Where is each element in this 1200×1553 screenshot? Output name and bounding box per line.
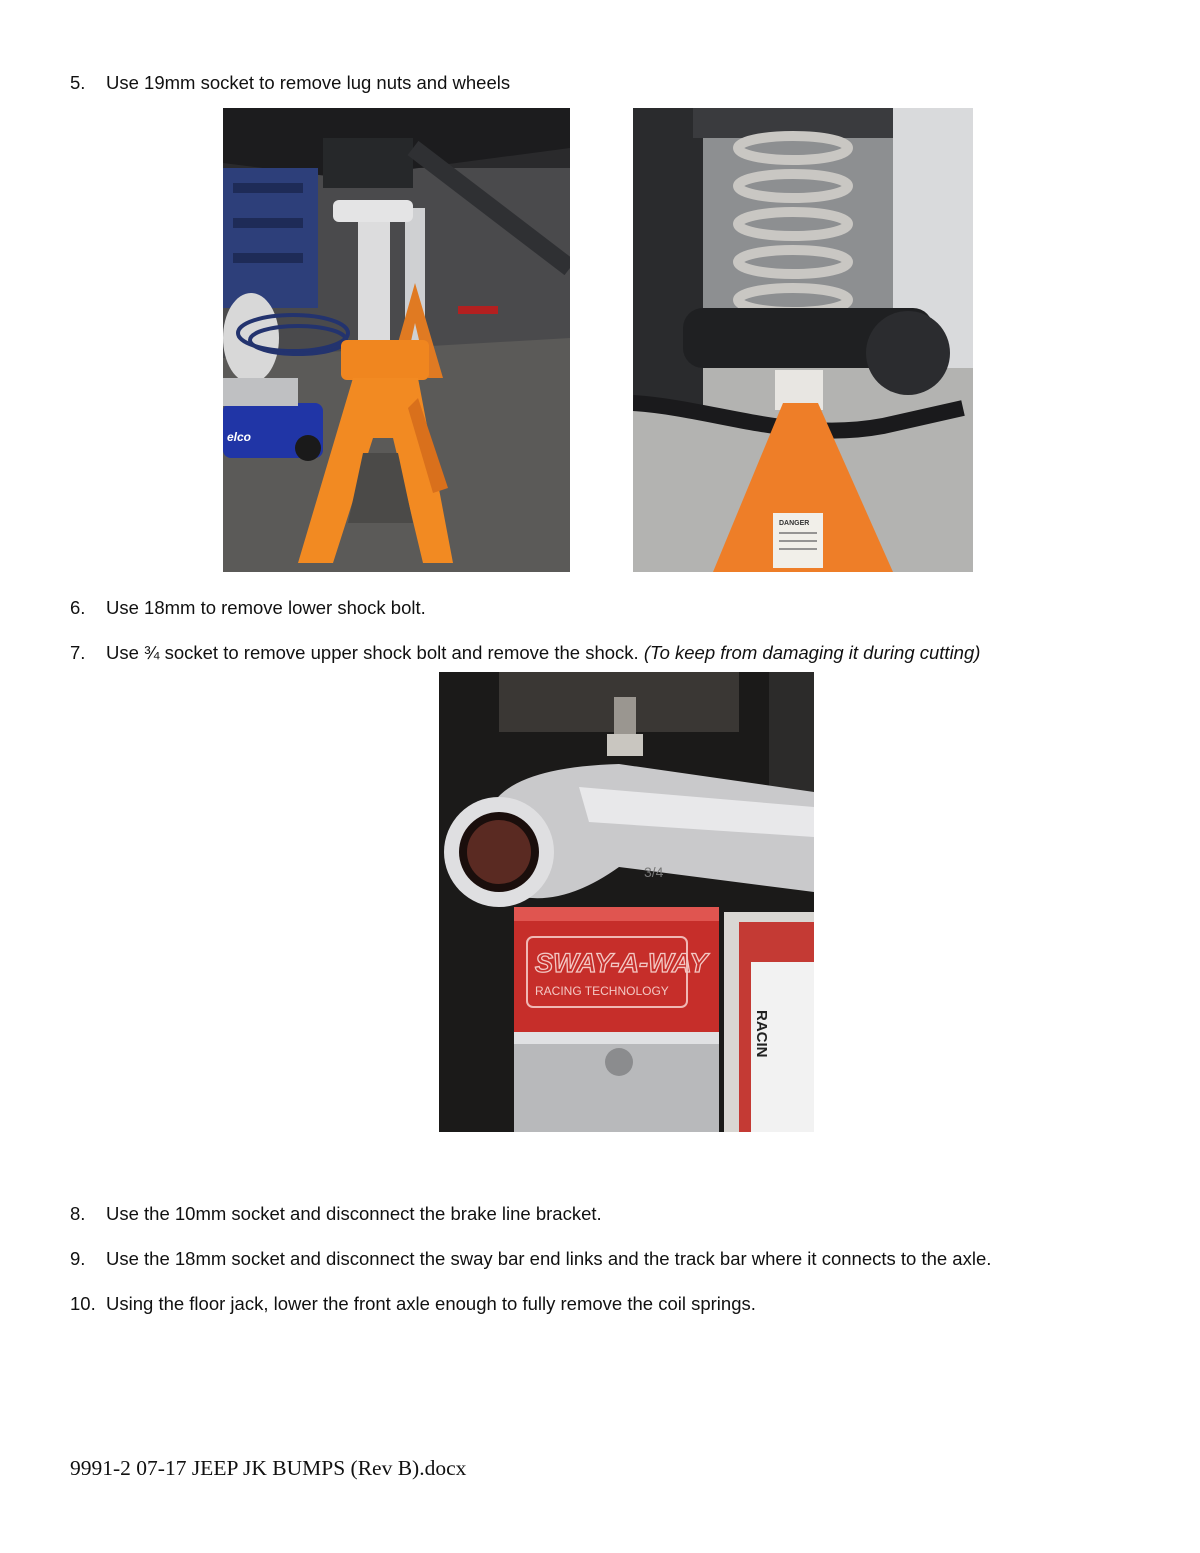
step-7 [70, 641, 980, 665]
jack-stands-photo [223, 108, 570, 572]
step-text: Using the floor jack, lower the front axle enough to fully remove the coil springs. [106, 1293, 756, 1314]
step-text: Use the 18mm socket and disconnect the sway bar end links and the track bar where it connects to the axle. [106, 1248, 992, 1269]
step-10 [70, 1292, 756, 1316]
shock-sub-text: RACING TECHNOLOGY [535, 984, 669, 998]
step-number: 10. [70, 1293, 96, 1314]
step-5 [70, 71, 510, 95]
shock-brand-text: SWAY-A-WAY [535, 948, 708, 978]
step-number: 8. [70, 1203, 86, 1224]
step-text: Use the 10mm socket and disconnect the brake line bracket. [106, 1203, 602, 1224]
step-text: Use 19mm socket to remove lug nuts and wheels [106, 72, 511, 93]
jack-brand-text: elco [227, 430, 252, 444]
warning-label-text: DANGER [779, 520, 810, 527]
step-number: 6. [70, 597, 86, 618]
step-text: Use ¾ socket to remove upper shock bolt and remove the shock. [106, 642, 639, 663]
second-shock-text: RACIN [753, 1010, 770, 1058]
step-note: (To keep from damaging it during cutting) [643, 642, 981, 663]
wrench-size-mark: 3/4 [644, 864, 664, 880]
step-9 [70, 1247, 991, 1271]
shock-wrench-photo [439, 672, 814, 1132]
step-number: 7. [70, 642, 86, 663]
step-6 [70, 596, 426, 620]
step-number: 9. [70, 1248, 86, 1269]
document-footer: 9991-2 07-17 JEEP JK BUMPS (Rev B).docx [70, 1456, 467, 1480]
step-number: 5. [70, 72, 86, 93]
step-8 [70, 1202, 602, 1226]
coil-spring-photo [633, 108, 973, 572]
step-text: Use 18mm to remove lower shock bolt. [106, 597, 426, 618]
